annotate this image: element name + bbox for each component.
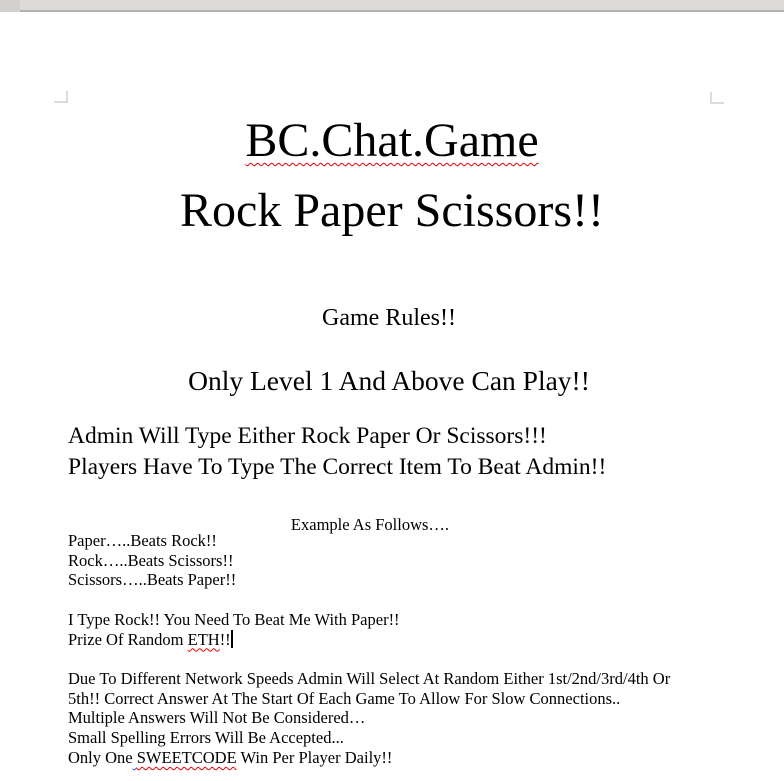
text-cursor <box>231 630 233 648</box>
title-line-1[interactable]: BC.Chat.Game <box>245 114 539 167</box>
prize-line-text: Prize Of Random <box>68 629 188 649</box>
misspelled-word-sweetcode[interactable]: SWEETCODE <box>136 747 237 767</box>
window-top-bar <box>0 0 784 12</box>
daily-limit-suffix: Win Per Player Daily!! <box>236 747 393 767</box>
text-boundary-corner-topright <box>710 92 724 104</box>
rules-paragraph-line[interactable]: Multiple Answers Will Not Be Considered… <box>68 708 366 728</box>
network-rules-paragraph <box>68 669 710 768</box>
admin-instructions <box>68 421 710 483</box>
example-line[interactable]: Scissors…..Beats Paper!! <box>68 570 237 589</box>
title-line-2[interactable]: Rock Paper Scissors!! <box>180 184 604 237</box>
level-requirement-line[interactable]: Only Level 1 And Above Can Play!! <box>188 365 590 396</box>
toolbar-fragment <box>0 0 20 12</box>
example-line[interactable]: Rock…..Beats Scissors!! <box>68 550 234 570</box>
document-page[interactable] <box>0 14 784 781</box>
demo-round <box>68 610 710 649</box>
prize-line[interactable] <box>68 630 710 650</box>
rules-paragraph-line[interactable]: 5th!! Correct Answer At The Start Of Each Game To Allow For Slow Connections.. <box>68 688 621 708</box>
text-boundary-corner-topleft <box>54 91 68 103</box>
demo-line[interactable]: I Type Rock!! You Need To Beat Me With Paper!! <box>68 610 400 629</box>
admin-instruction-line[interactable]: Players Have To Type The Correct Item To Beat Admin!! <box>68 454 607 480</box>
admin-instruction-line[interactable]: Admin Will Type Either Rock Paper Or Scissors!!! <box>68 423 547 449</box>
rules-paragraph-line[interactable]: Small Spelling Errors Will Be Accepted... <box>68 728 344 748</box>
example-heading[interactable]: Example As Follows…. <box>290 515 450 534</box>
prize-line-suffix: !! <box>219 629 231 649</box>
document-title <box>0 106 784 246</box>
game-rules-heading[interactable]: Game Rules!! <box>322 305 456 331</box>
daily-limit-prefix: Only One <box>68 747 133 767</box>
example-line[interactable]: Paper…..Beats Rock!! <box>68 531 217 550</box>
rules-paragraph-line[interactable]: Due To Different Network Speeds Admin Will Select At Random Either 1st/2nd/3rd/4th Or <box>68 669 671 688</box>
daily-limit-line[interactable] <box>68 748 710 768</box>
misspelled-word-eth[interactable]: ETH <box>187 629 220 649</box>
example-list <box>68 531 710 590</box>
